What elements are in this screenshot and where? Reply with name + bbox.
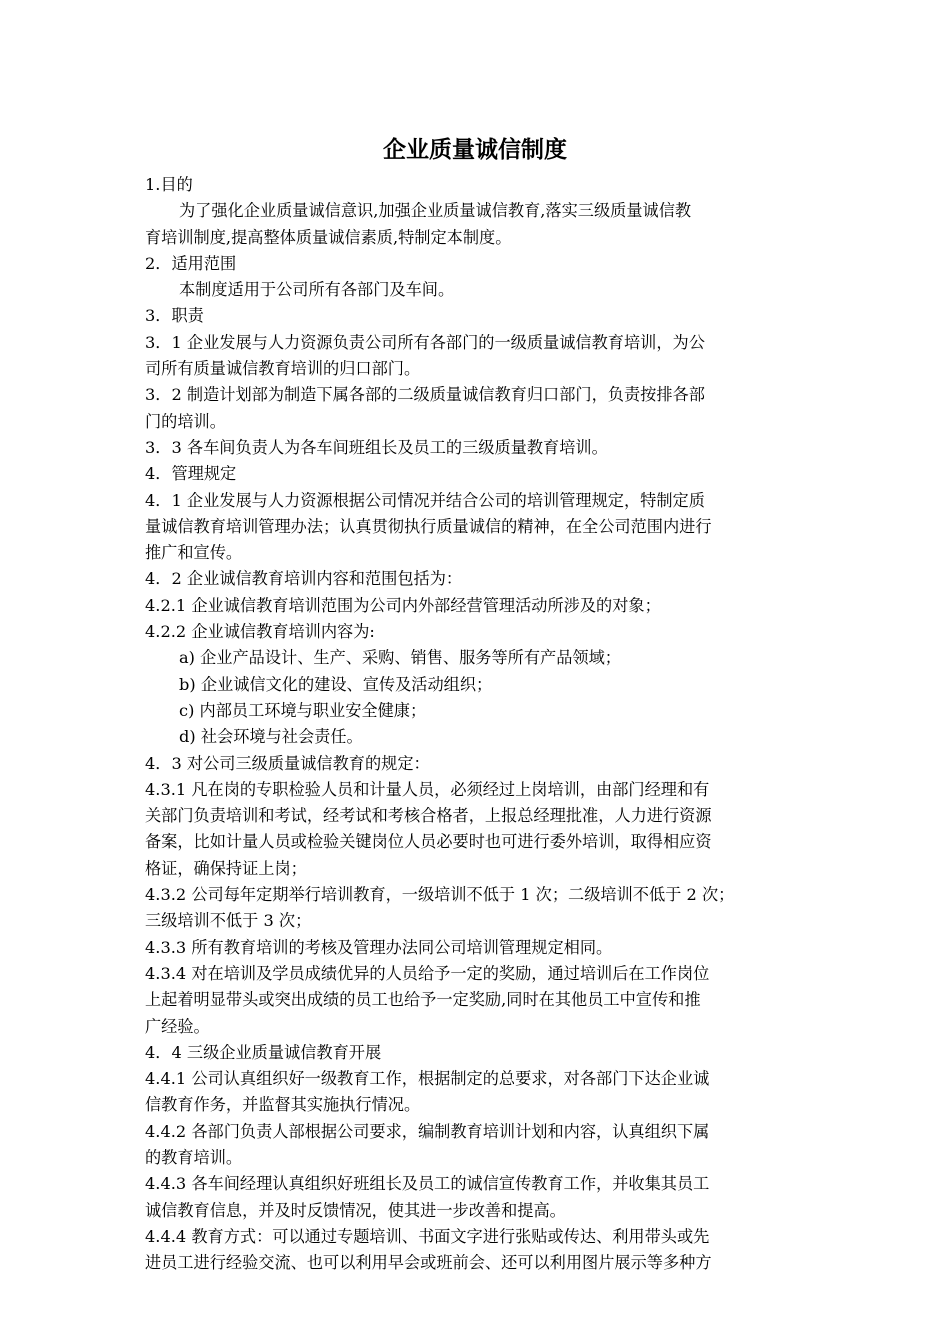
text-line: 4．管理规定: [145, 464, 237, 484]
text-line: 本制度适用于公司所有各部门及车间。: [179, 280, 455, 300]
text-line: 育培训制度,提高整体质量诚信素质,特制定本制度。: [145, 227, 512, 247]
text-line: 三级培训不低于 3 次；: [145, 911, 312, 931]
document-title: 企业质量诚信制度: [383, 137, 567, 163]
text-line: 3．职责: [145, 306, 204, 326]
text-line: 4．3 对公司三级质量诚信教育的规定：: [145, 753, 430, 773]
text-line: 关部门负责培训和考试，经考试和考核合格者，上报总经理批准，人力进行资源: [145, 806, 712, 826]
text-line: 4.2.2 企业诚信教育培训内容为:: [145, 622, 375, 642]
text-line: 司所有质量诚信教育培训的归口部门。: [145, 359, 421, 379]
text-line: 4.3.4 对在培训及学员成绩优异的人员给予一定的奖励，通过培训后在工作岗位: [145, 963, 710, 983]
text-line: 4.3.3 所有教育培训的考核及管理办法同公司培训管理规定相同。: [145, 937, 613, 957]
text-line: 进员工进行经验交流、也可以利用早会或班前会、还可以利用图片展示等多种方: [145, 1253, 712, 1273]
text-line: c) 内部员工环境与职业安全健康；: [179, 700, 427, 720]
text-line: 量诚信教育培训管理办法；认真贯彻执行质量诚信的精神，在全公司范围内进行: [145, 516, 712, 536]
text-line: 4.4.1 公司认真组织好一级教育工作，根据制定的总要求，对各部门下达企业诚: [145, 1069, 710, 1089]
text-line: 4.4.2 各部门负责人部根据公司要求，编制教育培训计划和内容，认真组织下属: [145, 1121, 710, 1141]
text-line: 4.4.4 教育方式：可以通过专题培训、书面文字进行张贴或传达、利用带头或先: [145, 1226, 710, 1246]
text-line: 4．1 企业发展与人力资源根据公司情况并结合公司的培训管理规定，特制定质: [145, 490, 705, 510]
text-line: 信教育作务，并监督其实施执行情况。: [145, 1095, 421, 1115]
text-line: b) 企业诚信文化的建设、宣传及活动组织；: [179, 674, 493, 694]
text-line: 4．4 三级企业质量诚信教育开展: [145, 1042, 382, 1062]
text-line: 诚信教育信息，并及时反馈情况，使其进一步改善和提高。: [145, 1200, 566, 1220]
text-line: 门的培训。: [145, 411, 226, 431]
text-line: 4．2 企业诚信教育培训内容和范围包括为：: [145, 569, 463, 589]
text-line: 上起着明显带头或突出成绩的员工也给予一定奖励,同时在其他员工中宣传和推: [145, 990, 701, 1010]
text-line: 为了强化企业质量诚信意识,加强企业质量诚信教育,落实三级质量诚信教: [179, 201, 692, 221]
text-line: 4.3.1 凡在岗的专职检验人员和计量人员，必须经过上岗培训，由部门经理和有: [145, 779, 710, 799]
document-body: [145, 172, 809, 1276]
text-line: 4.2.1 企业诚信教育培训范围为公司内外部经营管理活动所涉及的对象；: [145, 595, 661, 615]
text-line: 备案，比如计量人员或检验关键岗位人员必要时也可进行委外培训，取得相应资: [145, 832, 712, 852]
text-line: 2．适用范围: [145, 253, 237, 273]
text-line: 3．2 制造计划部为制造下属各部的二级质量诚信教育归口部门，负责按排各部: [145, 385, 705, 405]
text-line: 广经验。: [145, 1016, 210, 1036]
text-line: 推广和宣传。: [145, 543, 243, 563]
text-line: 1.目的: [145, 175, 193, 194]
text-line: a) 企业产品设计、生产、采购、销售、服务等所有产品领域；: [179, 648, 621, 668]
text-line: 3．3 各车间负责人为各车间班组长及员工的三级质量教育培训。: [145, 437, 608, 457]
text-line: d) 社会环境与社会责任。: [179, 727, 363, 747]
text-line: 4.3.2 公司每年定期举行培训教育，一级培训不低于 1 次；二级培训不低于 2 次；: [145, 885, 735, 905]
text-line: 的教育培训。: [145, 1147, 243, 1167]
text-line: 格证，确保持证上岗；: [145, 858, 307, 878]
text-line: 3．1 企业发展与人力资源负责公司所有各部门的一级质量诚信教育培训，为公: [145, 332, 705, 352]
text-line: 4.4.3 各车间经理认真组织好班组长及员工的诚信宣传教育工作，并收集其员工: [145, 1174, 710, 1194]
